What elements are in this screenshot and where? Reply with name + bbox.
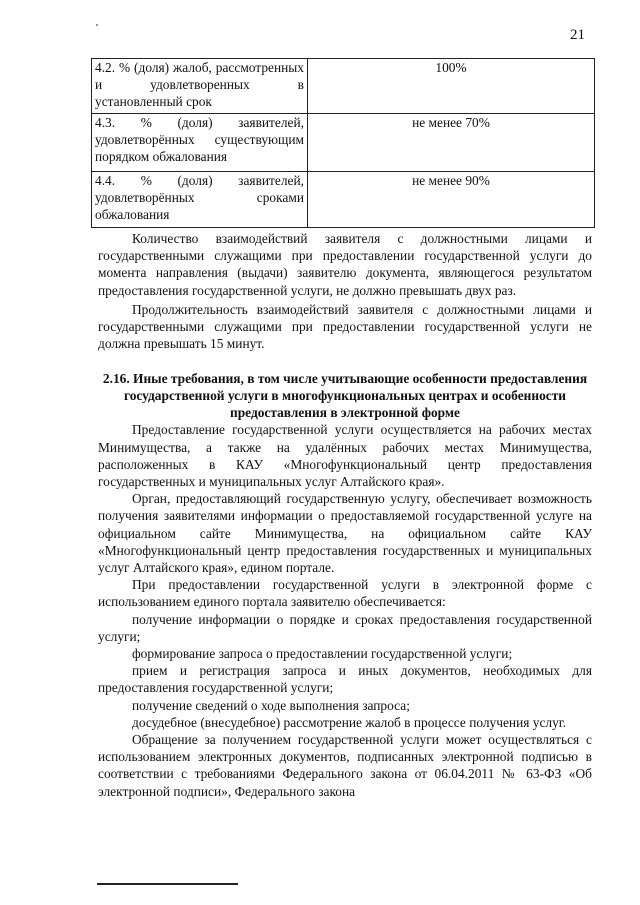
document-body <box>98 230 592 800</box>
table-cell-label: 4.4. % (доля) заявителей, удовлетворённых сроками обжалования <box>92 172 308 228</box>
paragraph: При предоставлении государственной услуги в электронной форме с использованием единого портала заявителю обеспечивается: <box>98 577 592 610</box>
paragraph: Обращение за получением государственной услуги может осуществляться с использованием электронных документов, подписанных электронной подписью в соответствии с требованиями Федерального закона от 06.04.2011 № 63-ФЗ «Об электронной подписи», Федерального закона <box>98 732 592 799</box>
section-heading: 2.16. Иные требования, в том числе учитывающие особенности предоставления государственной услуги в многофункциональных центрах и особенности предоставления в электронной форме <box>102 371 588 421</box>
list-item: получение информации о порядке и сроках предоставления государственной услуги; <box>98 611 592 644</box>
paragraph: Предоставление государственной услуги осуществляется на рабочих местах Минимущества, а также на удалённых рабочих местах Минимущества, расположенных в КАУ «Многофункциональный центр предоставления государственных и муниципальных услуг Алтайского края». <box>98 422 592 490</box>
scan-mark <box>96 24 98 26</box>
page-number: 21 <box>570 27 585 43</box>
indicators-table <box>91 58 595 228</box>
list-item: досудебное (внесудебное) рассмотрение жалоб в процессе получения услуг. <box>132 714 567 730</box>
table-row <box>92 172 595 228</box>
footnote-separator <box>97 883 238 885</box>
paragraph: Продолжительность взаимодействий заявителя с должностными лицами и государственными служащими при предоставлении государственной услуги не должна превышать 15 минут. <box>98 301 592 352</box>
paragraph: Орган, предоставляющий государственную услугу, обеспечивает возможность получения заявителями информации о предоставляемой государственной услуге на официальном сайте Минимущества, на официальном сайте КАУ «Многофункциональный центр предоставления государственных и муниципальных услуг Алтайского края», едином портале. <box>98 491 592 576</box>
table-cell-label: 4.2. % (доля) жалоб, рассмотренных и удовлетворенных в установленный срок <box>92 59 308 114</box>
table-cell-label: 4.3. % (доля) заявителей, удовлетворённых существующим порядком обжалования <box>92 114 308 172</box>
table-row <box>92 59 595 114</box>
list-item: прием и регистрация запроса и иных документов, необходимых для предоставления государственной услуги; <box>98 663 592 696</box>
list-item: формирование запроса о предоставлении государственной услуги; <box>132 646 513 662</box>
table-cell-value: не менее 70% <box>308 114 595 172</box>
table-cell-value: 100% <box>308 59 595 114</box>
table-row <box>92 114 595 172</box>
list-item: получение сведений о ходе выполнения запроса; <box>132 697 410 713</box>
table-cell-value: не менее 90% <box>308 172 595 228</box>
paragraph: Количество взаимодействий заявителя с должностными лицами и государственными служащими при предоставлении государственной услуги до момента направления (выдачи) заявителю документа, являющегося результатом предоставления государственной услуги, не должно превышать двух раз. <box>98 231 592 298</box>
